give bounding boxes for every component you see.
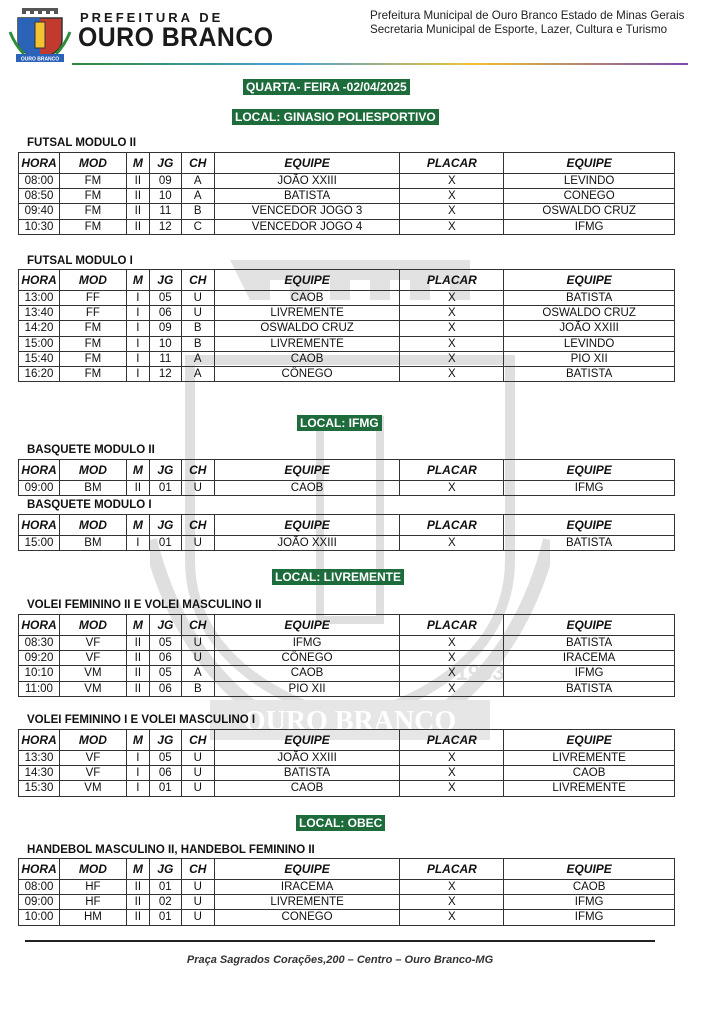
cell-jg: 01 bbox=[149, 781, 181, 796]
cell-jg: 06 bbox=[149, 306, 181, 321]
cell-equipe-home: LIVREMENTE bbox=[214, 336, 400, 351]
table-row bbox=[19, 666, 675, 681]
column-header-equipe-away: EQUIPE bbox=[504, 460, 675, 481]
cell-equipe-away: JOÃO XXIII bbox=[504, 321, 675, 336]
cell-mod: FM bbox=[59, 219, 126, 234]
cell-equipe-home: CÔNEGO bbox=[214, 366, 400, 381]
cell-equipe-away: OSWALDO CRUZ bbox=[504, 306, 675, 321]
column-header-ch: CH bbox=[181, 515, 214, 536]
cell-ch: U bbox=[181, 766, 214, 781]
cell-equipe-away: BATISTA bbox=[504, 636, 675, 651]
cell-jg: 09 bbox=[149, 321, 181, 336]
column-header-equipe-away: EQUIPE bbox=[504, 730, 675, 751]
column-header-m: M bbox=[126, 153, 149, 174]
watermark-year: 1953 bbox=[455, 660, 505, 685]
location-livremente: LOCAL: LIVREMENTE bbox=[272, 569, 404, 585]
cell-m: I bbox=[126, 536, 149, 551]
cell-equipe-home: JOÃO XXIII bbox=[214, 536, 400, 551]
cell-jg: 01 bbox=[149, 910, 181, 925]
cell-mod: BM bbox=[59, 481, 126, 496]
table-row bbox=[19, 351, 675, 366]
cell-hora: 09:40 bbox=[19, 204, 60, 219]
cell-ch: U bbox=[181, 306, 214, 321]
table-row bbox=[19, 219, 675, 234]
cell-placar: X bbox=[400, 636, 504, 651]
cell-jg: 12 bbox=[149, 366, 181, 381]
group-title: BASQUETE MODULO I bbox=[27, 499, 152, 511]
schedule-table bbox=[18, 269, 675, 382]
column-header-jg: JG bbox=[149, 859, 181, 880]
column-header-m: M bbox=[126, 730, 149, 751]
cell-equipe-away: BATISTA bbox=[504, 291, 675, 306]
cell-equipe-home: BATISTA bbox=[214, 189, 400, 204]
cell-jg: 10 bbox=[149, 336, 181, 351]
cell-hora: 13:40 bbox=[19, 306, 60, 321]
cell-equipe-home: JOÃO XXIII bbox=[214, 174, 400, 189]
cell-ch: A bbox=[181, 351, 214, 366]
table-row bbox=[19, 766, 675, 781]
column-header-equipe-away: EQUIPE bbox=[504, 859, 675, 880]
cell-m: II bbox=[126, 910, 149, 925]
cell-m: II bbox=[126, 481, 149, 496]
cell-ch: U bbox=[181, 291, 214, 306]
cell-equipe-away: LEVINDO bbox=[504, 336, 675, 351]
table-row bbox=[19, 291, 675, 306]
cell-ch: U bbox=[181, 651, 214, 666]
table-header-row bbox=[19, 153, 675, 174]
cell-hora: 08:00 bbox=[19, 174, 60, 189]
cell-mod: FM bbox=[59, 366, 126, 381]
cell-mod: FM bbox=[59, 321, 126, 336]
cell-equipe-home: LIVREMENTE bbox=[214, 306, 400, 321]
cell-equipe-away: IFMG bbox=[504, 219, 675, 234]
cell-jg: 01 bbox=[149, 481, 181, 496]
column-header-m: M bbox=[126, 460, 149, 481]
cell-equipe-away: OSWALDO CRUZ bbox=[504, 204, 675, 219]
cell-hora: 10:10 bbox=[19, 666, 60, 681]
cell-m: II bbox=[126, 651, 149, 666]
column-header-placar: PLACAR bbox=[400, 730, 504, 751]
column-header-mod: MOD bbox=[59, 460, 126, 481]
cell-placar: X bbox=[400, 880, 504, 895]
cell-ch: B bbox=[181, 204, 214, 219]
cell-ch: B bbox=[181, 336, 214, 351]
cell-placar: X bbox=[400, 351, 504, 366]
cell-equipe-away: IFMG bbox=[504, 895, 675, 910]
cell-hora: 14:30 bbox=[19, 766, 60, 781]
cell-placar: X bbox=[400, 681, 504, 696]
column-header-mod: MOD bbox=[59, 730, 126, 751]
cell-m: II bbox=[126, 666, 149, 681]
cell-placar: X bbox=[400, 666, 504, 681]
cell-placar: X bbox=[400, 536, 504, 551]
cell-equipe-home: OSWALDO CRUZ bbox=[214, 321, 400, 336]
table-row bbox=[19, 306, 675, 321]
cell-m: I bbox=[126, 751, 149, 766]
table-row bbox=[19, 880, 675, 895]
cell-mod: VF bbox=[59, 751, 126, 766]
column-header-m: M bbox=[126, 859, 149, 880]
table-row bbox=[19, 536, 675, 551]
cell-equipe-home: IFMG bbox=[214, 636, 400, 651]
column-header-hora: HORA bbox=[19, 615, 60, 636]
group-title: FUTSAL MODULO II bbox=[27, 137, 137, 149]
column-header-jg: JG bbox=[149, 153, 181, 174]
schedule-table bbox=[18, 459, 675, 496]
header-line-1: Prefeitura Municipal de Ouro Branco Estado de Minas Gerais bbox=[370, 9, 685, 22]
cell-jg: 02 bbox=[149, 895, 181, 910]
cell-ch: A bbox=[181, 666, 214, 681]
column-header-jg: JG bbox=[149, 460, 181, 481]
cell-equipe-away: BATISTA bbox=[504, 681, 675, 696]
cell-equipe-home: JOÃO XXIII bbox=[214, 751, 400, 766]
column-header-equipe-away: EQUIPE bbox=[504, 153, 675, 174]
city-crest-icon bbox=[8, 2, 72, 64]
cell-hora: 09:00 bbox=[19, 895, 60, 910]
cell-m: II bbox=[126, 681, 149, 696]
column-header-hora: HORA bbox=[19, 460, 60, 481]
column-header-equipe-home: EQUIPE bbox=[214, 153, 400, 174]
cell-jg: 05 bbox=[149, 751, 181, 766]
crest-caption: OURO BRANCO bbox=[20, 56, 60, 63]
location-ginasio: LOCAL: GINASIO POLIESPORTIVO bbox=[232, 109, 439, 125]
cell-jg: 05 bbox=[149, 291, 181, 306]
cell-hora: 10:00 bbox=[19, 910, 60, 925]
group-title: VOLEI FEMININO II E VOLEI MASCULINO II bbox=[27, 599, 262, 611]
cell-placar: X bbox=[400, 219, 504, 234]
cell-mod: FF bbox=[59, 291, 126, 306]
cell-placar: X bbox=[400, 291, 504, 306]
cell-jg: 01 bbox=[149, 536, 181, 551]
group-title: HANDEBOL MASCULINO II, HANDEBOL FEMININO II bbox=[27, 844, 315, 856]
cell-placar: X bbox=[400, 895, 504, 910]
cell-equipe-home: CAOB bbox=[214, 666, 400, 681]
column-header-ch: CH bbox=[181, 730, 214, 751]
cell-mod: FM bbox=[59, 204, 126, 219]
cell-m: I bbox=[126, 351, 149, 366]
footer-divider bbox=[25, 940, 655, 942]
cell-equipe-home: CAOB bbox=[214, 291, 400, 306]
cell-ch: U bbox=[181, 781, 214, 796]
cell-mod: FM bbox=[59, 189, 126, 204]
column-header-ch: CH bbox=[181, 615, 214, 636]
cell-jg: 06 bbox=[149, 766, 181, 781]
column-header-placar: PLACAR bbox=[400, 153, 504, 174]
cell-equipe-home: IRACEMA bbox=[214, 880, 400, 895]
cell-m: I bbox=[126, 366, 149, 381]
cell-placar: X bbox=[400, 174, 504, 189]
column-header-mod: MOD bbox=[59, 515, 126, 536]
footer-address: Praça Sagrados Corações,200 – Centro – Ouro Branco-MG bbox=[186, 954, 494, 966]
column-header-mod: MOD bbox=[59, 615, 126, 636]
column-header-jg: JG bbox=[149, 515, 181, 536]
cell-ch: U bbox=[181, 880, 214, 895]
cell-equipe-away: CAOB bbox=[504, 766, 675, 781]
cell-equipe-away: BATISTA bbox=[504, 536, 675, 551]
cell-ch: U bbox=[181, 636, 214, 651]
cell-ch: U bbox=[181, 536, 214, 551]
cell-equipe-away: IRACEMA bbox=[504, 651, 675, 666]
cell-hora: 14:20 bbox=[19, 321, 60, 336]
cell-mod: VM bbox=[59, 681, 126, 696]
logo-subtitle: PREFEITURA DE bbox=[80, 10, 224, 25]
column-header-equipe-home: EQUIPE bbox=[214, 460, 400, 481]
cell-hora: 13:30 bbox=[19, 751, 60, 766]
cell-jg: 11 bbox=[149, 351, 181, 366]
cell-m: II bbox=[126, 880, 149, 895]
cell-ch: U bbox=[181, 895, 214, 910]
column-header-equipe-away: EQUIPE bbox=[504, 615, 675, 636]
cell-m: I bbox=[126, 781, 149, 796]
cell-m: II bbox=[126, 219, 149, 234]
cell-mod: HF bbox=[59, 880, 126, 895]
cell-equipe-away: BATISTA bbox=[504, 366, 675, 381]
cell-ch: B bbox=[181, 321, 214, 336]
cell-ch: C bbox=[181, 219, 214, 234]
cell-placar: X bbox=[400, 766, 504, 781]
cell-mod: FM bbox=[59, 336, 126, 351]
cell-mod: VF bbox=[59, 636, 126, 651]
cell-equipe-away: PIO XII bbox=[504, 351, 675, 366]
header-divider bbox=[72, 63, 688, 65]
cell-hora: 13:00 bbox=[19, 291, 60, 306]
table-row bbox=[19, 751, 675, 766]
date-title: QUARTA- FEIRA -02/04/2025 bbox=[243, 79, 410, 95]
cell-m: I bbox=[126, 291, 149, 306]
location-ifmg: LOCAL: IFMG bbox=[297, 415, 382, 431]
cell-equipe-away: LIVREMENTE bbox=[504, 781, 675, 796]
column-header-ch: CH bbox=[181, 153, 214, 174]
cell-jg: 01 bbox=[149, 880, 181, 895]
cell-mod: BM bbox=[59, 536, 126, 551]
cell-hora: 15:40 bbox=[19, 351, 60, 366]
cell-m: II bbox=[126, 204, 149, 219]
column-header-ch: CH bbox=[181, 270, 214, 291]
table-row bbox=[19, 636, 675, 651]
cell-hora: 08:30 bbox=[19, 636, 60, 651]
cell-ch: U bbox=[181, 751, 214, 766]
table-row bbox=[19, 189, 675, 204]
header-line-2: Secretaria Municipal de Esporte, Lazer, Cultura e Turismo bbox=[370, 23, 668, 36]
table-row bbox=[19, 481, 675, 496]
cell-mod: VF bbox=[59, 766, 126, 781]
logo-title: OURO BRANCO bbox=[78, 22, 274, 52]
cell-m: II bbox=[126, 636, 149, 651]
cell-ch: A bbox=[181, 189, 214, 204]
table-row bbox=[19, 681, 675, 696]
cell-m: II bbox=[126, 189, 149, 204]
cell-placar: X bbox=[400, 366, 504, 381]
cell-hora: 15:00 bbox=[19, 536, 60, 551]
table-row bbox=[19, 910, 675, 925]
table-header-row bbox=[19, 615, 675, 636]
cell-placar: X bbox=[400, 781, 504, 796]
column-header-placar: PLACAR bbox=[400, 460, 504, 481]
cell-placar: X bbox=[400, 910, 504, 925]
cell-placar: X bbox=[400, 306, 504, 321]
column-header-equipe-home: EQUIPE bbox=[214, 859, 400, 880]
column-header-mod: MOD bbox=[59, 270, 126, 291]
cell-m: I bbox=[126, 766, 149, 781]
table-row bbox=[19, 781, 675, 796]
column-header-equipe-away: EQUIPE bbox=[504, 515, 675, 536]
cell-equipe-home: LIVREMENTE bbox=[214, 895, 400, 910]
cell-jg: 05 bbox=[149, 666, 181, 681]
cell-m: I bbox=[126, 306, 149, 321]
table-row bbox=[19, 651, 675, 666]
cell-ch: B bbox=[181, 681, 214, 696]
header-institution bbox=[370, 9, 684, 37]
cell-mod: VF bbox=[59, 651, 126, 666]
cell-placar: X bbox=[400, 321, 504, 336]
cell-hora: 10:30 bbox=[19, 219, 60, 234]
column-header-equipe-away: EQUIPE bbox=[504, 270, 675, 291]
cell-mod: VM bbox=[59, 666, 126, 681]
column-header-jg: JG bbox=[149, 615, 181, 636]
column-header-ch: CH bbox=[181, 859, 214, 880]
table-header-row bbox=[19, 515, 675, 536]
cell-jg: 12 bbox=[149, 219, 181, 234]
cell-placar: X bbox=[400, 481, 504, 496]
cell-ch: A bbox=[181, 366, 214, 381]
cell-ch: U bbox=[181, 910, 214, 925]
cell-m: II bbox=[126, 174, 149, 189]
cell-m: I bbox=[126, 321, 149, 336]
table-row bbox=[19, 204, 675, 219]
column-header-placar: PLACAR bbox=[400, 615, 504, 636]
column-header-m: M bbox=[126, 515, 149, 536]
cell-jg: 11 bbox=[149, 204, 181, 219]
cell-mod: HM bbox=[59, 910, 126, 925]
table-row bbox=[19, 895, 675, 910]
cell-hora: 16:20 bbox=[19, 366, 60, 381]
cell-placar: X bbox=[400, 651, 504, 666]
cell-hora: 11:00 bbox=[19, 681, 60, 696]
cell-equipe-home: CÔNEGO bbox=[214, 651, 400, 666]
cell-mod: HF bbox=[59, 895, 126, 910]
cell-equipe-home: VENCEDOR JOGO 4 bbox=[214, 219, 400, 234]
column-header-equipe-home: EQUIPE bbox=[214, 515, 400, 536]
column-header-placar: PLACAR bbox=[400, 859, 504, 880]
column-header-mod: MOD bbox=[59, 153, 126, 174]
table-header-row bbox=[19, 730, 675, 751]
cell-equipe-home: CONEGO bbox=[214, 910, 400, 925]
schedule-table bbox=[18, 729, 675, 797]
cell-mod: FF bbox=[59, 306, 126, 321]
cell-m: I bbox=[126, 336, 149, 351]
cell-equipe-away: CAOB bbox=[504, 880, 675, 895]
group-title: BASQUETE MODULO II bbox=[27, 444, 155, 456]
column-header-hora: HORA bbox=[19, 859, 60, 880]
cell-hora: 15:30 bbox=[19, 781, 60, 796]
column-header-m: M bbox=[126, 615, 149, 636]
table-row bbox=[19, 321, 675, 336]
cell-jg: 06 bbox=[149, 651, 181, 666]
cell-jg: 05 bbox=[149, 636, 181, 651]
cell-placar: X bbox=[400, 204, 504, 219]
watermark-text: OURO BRANCO bbox=[243, 706, 457, 737]
cell-jg: 10 bbox=[149, 189, 181, 204]
column-header-jg: JG bbox=[149, 270, 181, 291]
location-obec: LOCAL: OBEC bbox=[296, 815, 385, 831]
cell-equipe-home: VENCEDOR JOGO 3 bbox=[214, 204, 400, 219]
cell-mod: FM bbox=[59, 351, 126, 366]
table-row bbox=[19, 174, 675, 189]
cell-equipe-away: IFMG bbox=[504, 666, 675, 681]
cell-hora: 15:00 bbox=[19, 336, 60, 351]
cell-placar: X bbox=[400, 751, 504, 766]
cell-placar: X bbox=[400, 336, 504, 351]
table-header-row bbox=[19, 859, 675, 880]
schedule-table bbox=[18, 614, 675, 697]
cell-equipe-away: LEVINDO bbox=[504, 174, 675, 189]
table-header-row bbox=[19, 460, 675, 481]
cell-mod: VM bbox=[59, 781, 126, 796]
cell-equipe-home: BATISTA bbox=[214, 766, 400, 781]
cell-hora: 08:00 bbox=[19, 880, 60, 895]
column-header-m: M bbox=[126, 270, 149, 291]
cell-hora: 09:00 bbox=[19, 481, 60, 496]
column-header-hora: HORA bbox=[19, 515, 60, 536]
column-header-placar: PLACAR bbox=[400, 270, 504, 291]
column-header-hora: HORA bbox=[19, 270, 60, 291]
cell-mod: FM bbox=[59, 174, 126, 189]
column-header-equipe-home: EQUIPE bbox=[214, 615, 400, 636]
cell-ch: U bbox=[181, 481, 214, 496]
cell-jg: 06 bbox=[149, 681, 181, 696]
schedule-table bbox=[18, 152, 675, 235]
column-header-placar: PLACAR bbox=[400, 515, 504, 536]
schedule-table bbox=[18, 514, 675, 551]
cell-equipe-away: IFMG bbox=[504, 481, 675, 496]
cell-m: II bbox=[126, 895, 149, 910]
table-header-row bbox=[19, 270, 675, 291]
cell-equipe-home: PIO XII bbox=[214, 681, 400, 696]
column-header-equipe-home: EQUIPE bbox=[214, 730, 400, 751]
cell-hora: 09:20 bbox=[19, 651, 60, 666]
cell-hora: 08:50 bbox=[19, 189, 60, 204]
column-header-jg: JG bbox=[149, 730, 181, 751]
column-header-mod: MOD bbox=[59, 859, 126, 880]
table-row bbox=[19, 366, 675, 381]
group-title: VOLEI FEMININO I E VOLEI MASCULINO I bbox=[27, 714, 256, 726]
schedule-table bbox=[18, 858, 675, 926]
cell-equipe-away: LIVREMENTE bbox=[504, 751, 675, 766]
page-header bbox=[0, 0, 704, 70]
cell-jg: 09 bbox=[149, 174, 181, 189]
group-title: FUTSAL MODULO I bbox=[27, 255, 133, 267]
cell-placar: X bbox=[400, 189, 504, 204]
cell-equipe-home: CAOB bbox=[214, 781, 400, 796]
cell-equipe-home: CAOB bbox=[214, 481, 400, 496]
cell-equipe-away: IFMG bbox=[504, 910, 675, 925]
column-header-ch: CH bbox=[181, 460, 214, 481]
column-header-hora: HORA bbox=[19, 153, 60, 174]
table-row bbox=[19, 336, 675, 351]
cell-ch: A bbox=[181, 174, 214, 189]
cell-equipe-home: CAOB bbox=[214, 351, 400, 366]
cell-equipe-away: CONEGO bbox=[504, 189, 675, 204]
column-header-equipe-home: EQUIPE bbox=[214, 270, 400, 291]
column-header-hora: HORA bbox=[19, 730, 60, 751]
